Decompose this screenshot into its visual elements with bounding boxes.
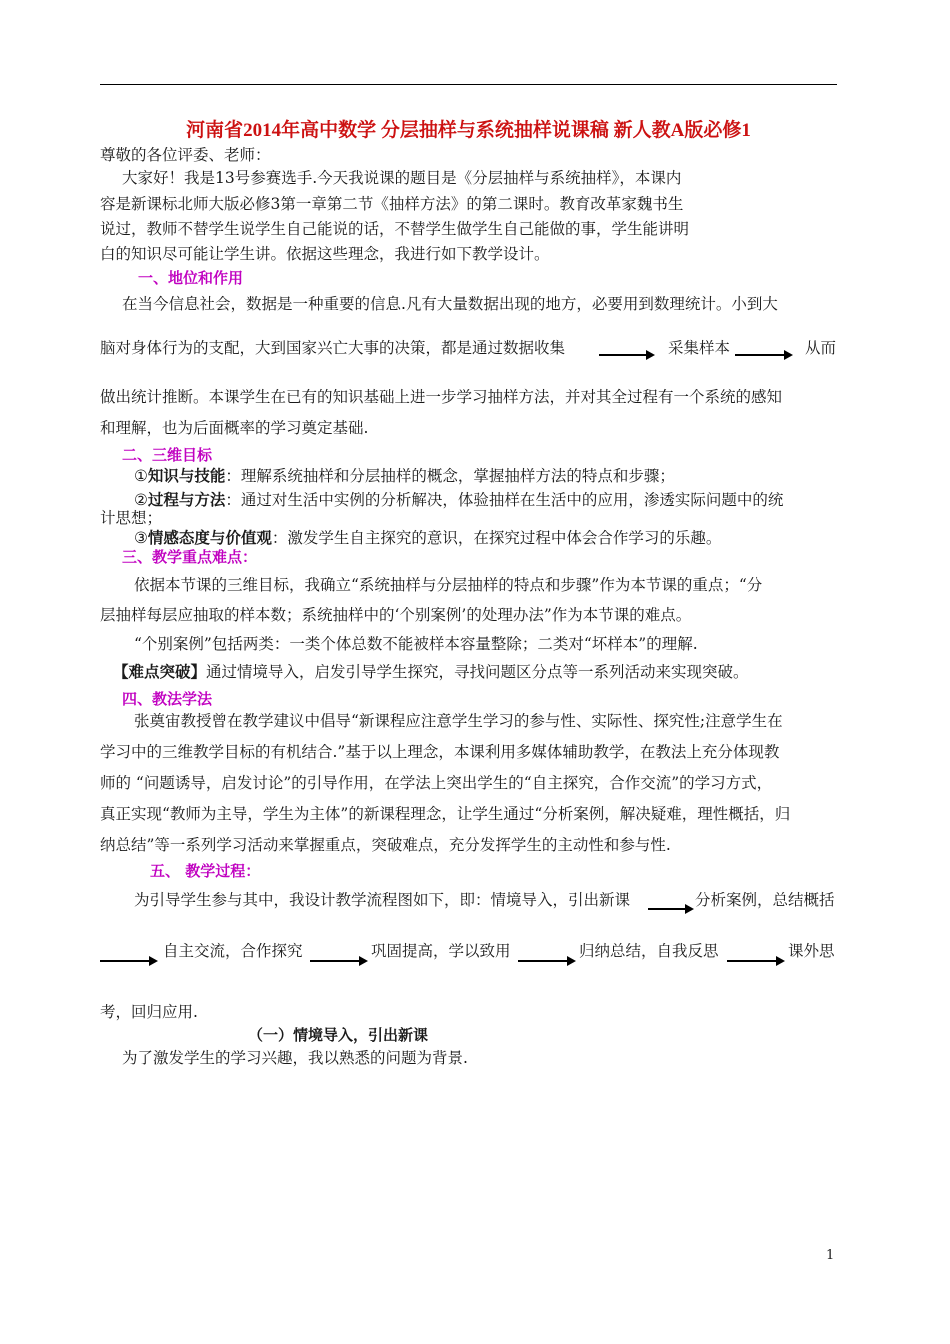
s3-line-3: “个别案例”包括两类：一类个体总数不能被样本容量整除；二类对“坏样本”的理解. [134,635,698,653]
intro-line-3: 说过，教师不替学生说学生自己能说的话，不替学生做学生自己能做的事，学生能讲明 [100,220,690,238]
goal-3: ③情感态度与价值观：激发学生自主探究的意识，在探究过程中体会合作学习的乐趣。 [134,528,722,547]
s1-line-1: 在当今信息社会，数据是一种重要的信息.凡有大量数据出现的地方，必要用到数理统计。小到大 [122,295,778,313]
arrow-icon [735,349,793,361]
s1-line-4: 和理解，也为后面概率的学习奠定基础. [100,419,369,437]
arrow-icon [599,349,655,361]
document-title: 河南省2014年高中数学 分层抽样与系统抽样说课稿 新人教A版必修1 [186,120,751,141]
s1-line-2b: 采集样本 [668,339,731,357]
goal-2-cont: 计思想； [100,509,163,527]
s4-line-3: 师的 “问题诱导，启发讨论”的引导作用，在学法上突出学生的“自主探究，合作交流”的学习方式， [100,774,773,792]
flow-step-1: 自主交流，合作探究 [163,942,303,960]
greeting: 尊敬的各位评委、老师： [100,146,271,164]
flow-step-3: 归纳总结，自我反思 [579,942,719,960]
flow-step-2: 巩固提高，学以致用 [371,942,511,960]
goal-1: ①知识与技能：理解系统抽样和分层抽样的概念，掌握抽样方法的特点和步骤； [134,466,675,485]
s5-line-1a: 为引导学生参与其中，我设计教学流程图如下，即：情境导入，引出新课 [134,891,631,909]
s1-line-3: 做出统计推断。本课学生在已有的知识基础上进一步学习抽样方法，并对其全过程有一个系统的感知 [100,388,783,406]
s3-line-2: 层抽样每层应抽取的样本数；系统抽样中的‘个别案例’的处理办法”作为本节课的难点。 [100,606,692,624]
arrow-icon [648,903,694,915]
flow-step-4: 课外思 [788,942,835,960]
subsection-text: 为了激发学生的学习兴趣，我以熟悉的问题为背景. [122,1049,468,1067]
goal-2: ②过程与方法：通过对生活中实例的分析解决，体验抽样在生活中的应用，渗透实际问题中的统 [134,490,784,509]
s5-line-3: 考，回归应用. [100,1003,198,1021]
section-3-heading: 三、教学重点难点： [122,548,258,566]
arrow-icon [727,955,785,967]
arrow-icon [310,955,368,967]
s3-breakthrough: 【难点突破】通过情境导入，启发引导学生探究，寻找问题区分点等一系列活动来实现突破。 [113,662,749,681]
section-5-heading: 五、 教学过程： [150,862,261,880]
section-2-heading: 二、三维目标 [122,446,213,464]
arrow-icon [100,955,158,967]
s4-line-2: 学习中的三维教学目标的有机结合.”基于以上理念，本课利用多媒体辅助教学，在教法上充分体现教 [100,743,780,761]
arrow-icon [518,955,576,967]
s3-line-1: 依据本节课的三维目标，我确立“系统抽样与分层抽样的特点和步骤”作为本节课的重点；“分 [134,576,763,594]
s5-line-1b: 分析案例，总结概括 [695,891,835,909]
s4-line-1: 张奠宙教授曾在教学建议中倡导“新课程应注意学生学习的参与性、实际性、探究性;注意学生在 [134,712,783,730]
section-1-heading: 一、地位和作用 [138,269,244,287]
header-rule [100,84,837,85]
s1-line-2c: 从而 [805,339,837,357]
intro-line-1: 大家好！我是13号参赛选手.今天我说课的题目是《分层抽样与系统抽样》，本课内 [122,169,682,187]
intro-line-4: 白的知识尽可能让学生讲。依据这些理念，我进行如下教学设计。 [100,245,550,263]
page-number: 1 [826,1248,835,1263]
s1-line-2a: 脑对身体行为的支配，大到国家兴亡大事的决策，都是通过数据收集 [100,339,566,357]
intro-line-2: 容是新课标北师大版必修3第一章第二节《抽样方法》的第二课时。教育改革家魏书生 [100,195,684,213]
s4-line-4: 真正实现“教师为主导，学生为主体”的新课程理念，让学生通过“分析案例，解决疑难，理性概括，归 [100,805,791,823]
s4-line-5: 纳总结”等一系列学习活动来掌握重点，突破难点，充分发挥学生的主动性和参与性. [100,836,671,854]
section-4-heading: 四、教法学法 [122,690,213,708]
subsection-heading: （一）情境导入，引出新课 [248,1026,429,1044]
